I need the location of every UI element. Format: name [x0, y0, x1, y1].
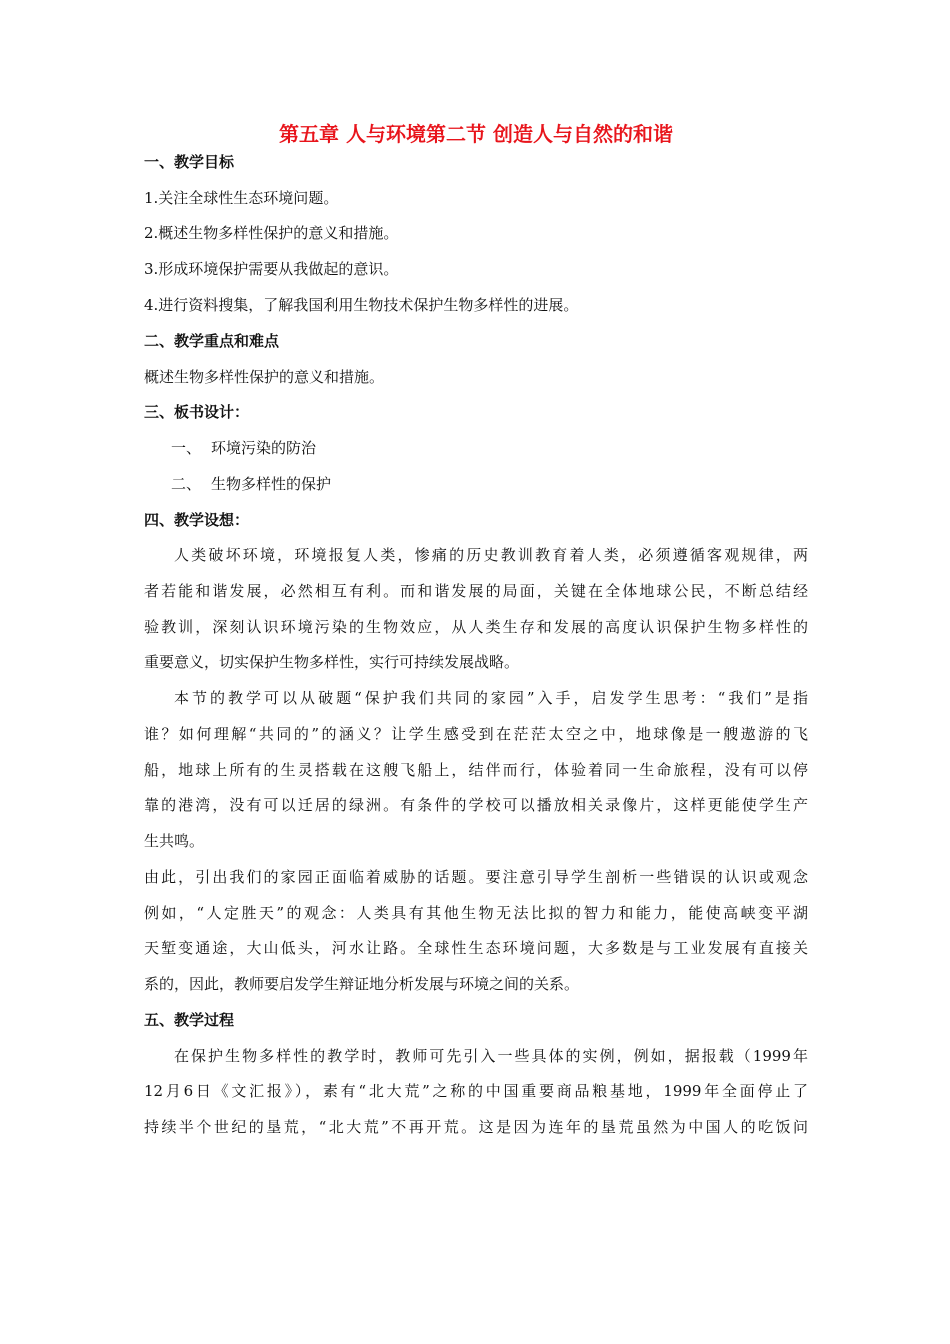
objective-item: 2.概述生物多样性保护的意义和措施。 — [144, 224, 399, 242]
paragraph-line: 重要意义，切实保护生物多样性，实行可持续发展战略。 — [144, 653, 520, 671]
section-heading-design: 四、教学设想： — [144, 511, 250, 529]
paragraph-line: 靠的港湾，没有可以迁居的绿洲。有条件的学校可以播放相关录像片，这样更能使学生产 — [144, 796, 808, 814]
paragraph-line: 在保护生物多样性的教学时，教师可先引入一些具体的实例，例如，据报载（1999年 — [174, 1047, 808, 1065]
paragraph-line: 本节的教学可以从破题“保护我们共同的家园”入手，启发学生思考：“我们”是指 — [174, 689, 808, 707]
paragraph-line: 船，地球上所有的生灵搭载在这艘飞船上，结伴而行，体验着同一生命旅程，没有可以停 — [144, 761, 808, 779]
paragraph-line: 谁？如何理解“共同的”的涵义？让学生感受到在茫茫太空之中，地球像是一艘遨游的飞 — [144, 725, 808, 743]
paragraph-line: 持续半个世纪的垦荒，“北大荒”不再开荒。这是因为连年的垦荒虽然为中国人的吃饭问 — [144, 1118, 808, 1136]
paragraph-line: 例如，“人定胜天”的观念：人类具有其他生物无法比拟的智力和能力，能使高峡变平湖 — [144, 904, 808, 922]
paragraph-line: 天堑变通途，大山低头，河水让路。全球性生态环境问题，大多数是与工业发展有直接关 — [144, 939, 808, 957]
section-heading-board: 三、板书设计： — [144, 403, 250, 421]
paragraph-line: 人类破坏环境，环境报复人类，惨痛的历史教训教育着人类，必须遵循客观规律，两 — [174, 546, 808, 564]
paragraph-line: 12月6日《文汇报》），素有“北大荒”之称的中国重要商品粮基地，1999年全面停止了 — [144, 1082, 808, 1100]
paragraph-line: 者若能和谐发展，必然相互有利。而和谐发展的局面，关键在全体地球公民，不断总结经 — [144, 582, 808, 600]
page-title: 第五章 人与环境第二节 创造人与自然的和谐 — [279, 122, 673, 146]
board-item — [171, 473, 331, 495]
objective-item: 4.进行资料搜集，了解我国利用生物技术保护生物多样性的进展。 — [144, 296, 579, 314]
section-heading-process: 五、教学过程 — [144, 1011, 235, 1029]
paragraph-line: 由此，引出我们的家园正面临着威胁的话题。要注意引导学生剖析一些错误的认识或观念 — [144, 868, 808, 886]
board-item-number: 二、 — [171, 475, 202, 493]
board-item — [171, 437, 316, 459]
paragraph-line: 生共鸣。 — [144, 832, 205, 850]
keypoints-text: 概述生物多样性保护的意义和措施。 — [144, 368, 385, 386]
paragraph-line: 验教训，深刻认识环境污染的生物效应，从人类生存和发展的高度认识保护生物多样性的 — [144, 618, 808, 636]
section-heading-objectives: 一、教学目标 — [144, 153, 235, 171]
objective-item: 1.关注全球性生态环境问题。 — [144, 189, 339, 207]
section-heading-keypoints: 二、教学重点和难点 — [144, 332, 280, 350]
board-item-number: 一、 — [171, 439, 202, 457]
board-item-text: 生物多样性的保护 — [211, 475, 332, 493]
board-item-text: 环境污染的防治 — [211, 439, 317, 457]
objective-item: 3.形成环境保护需要从我做起的意识。 — [144, 260, 399, 278]
paragraph-line: 系的，因此，教师要启发学生辩证地分析发展与环境之间的关系。 — [144, 975, 580, 993]
